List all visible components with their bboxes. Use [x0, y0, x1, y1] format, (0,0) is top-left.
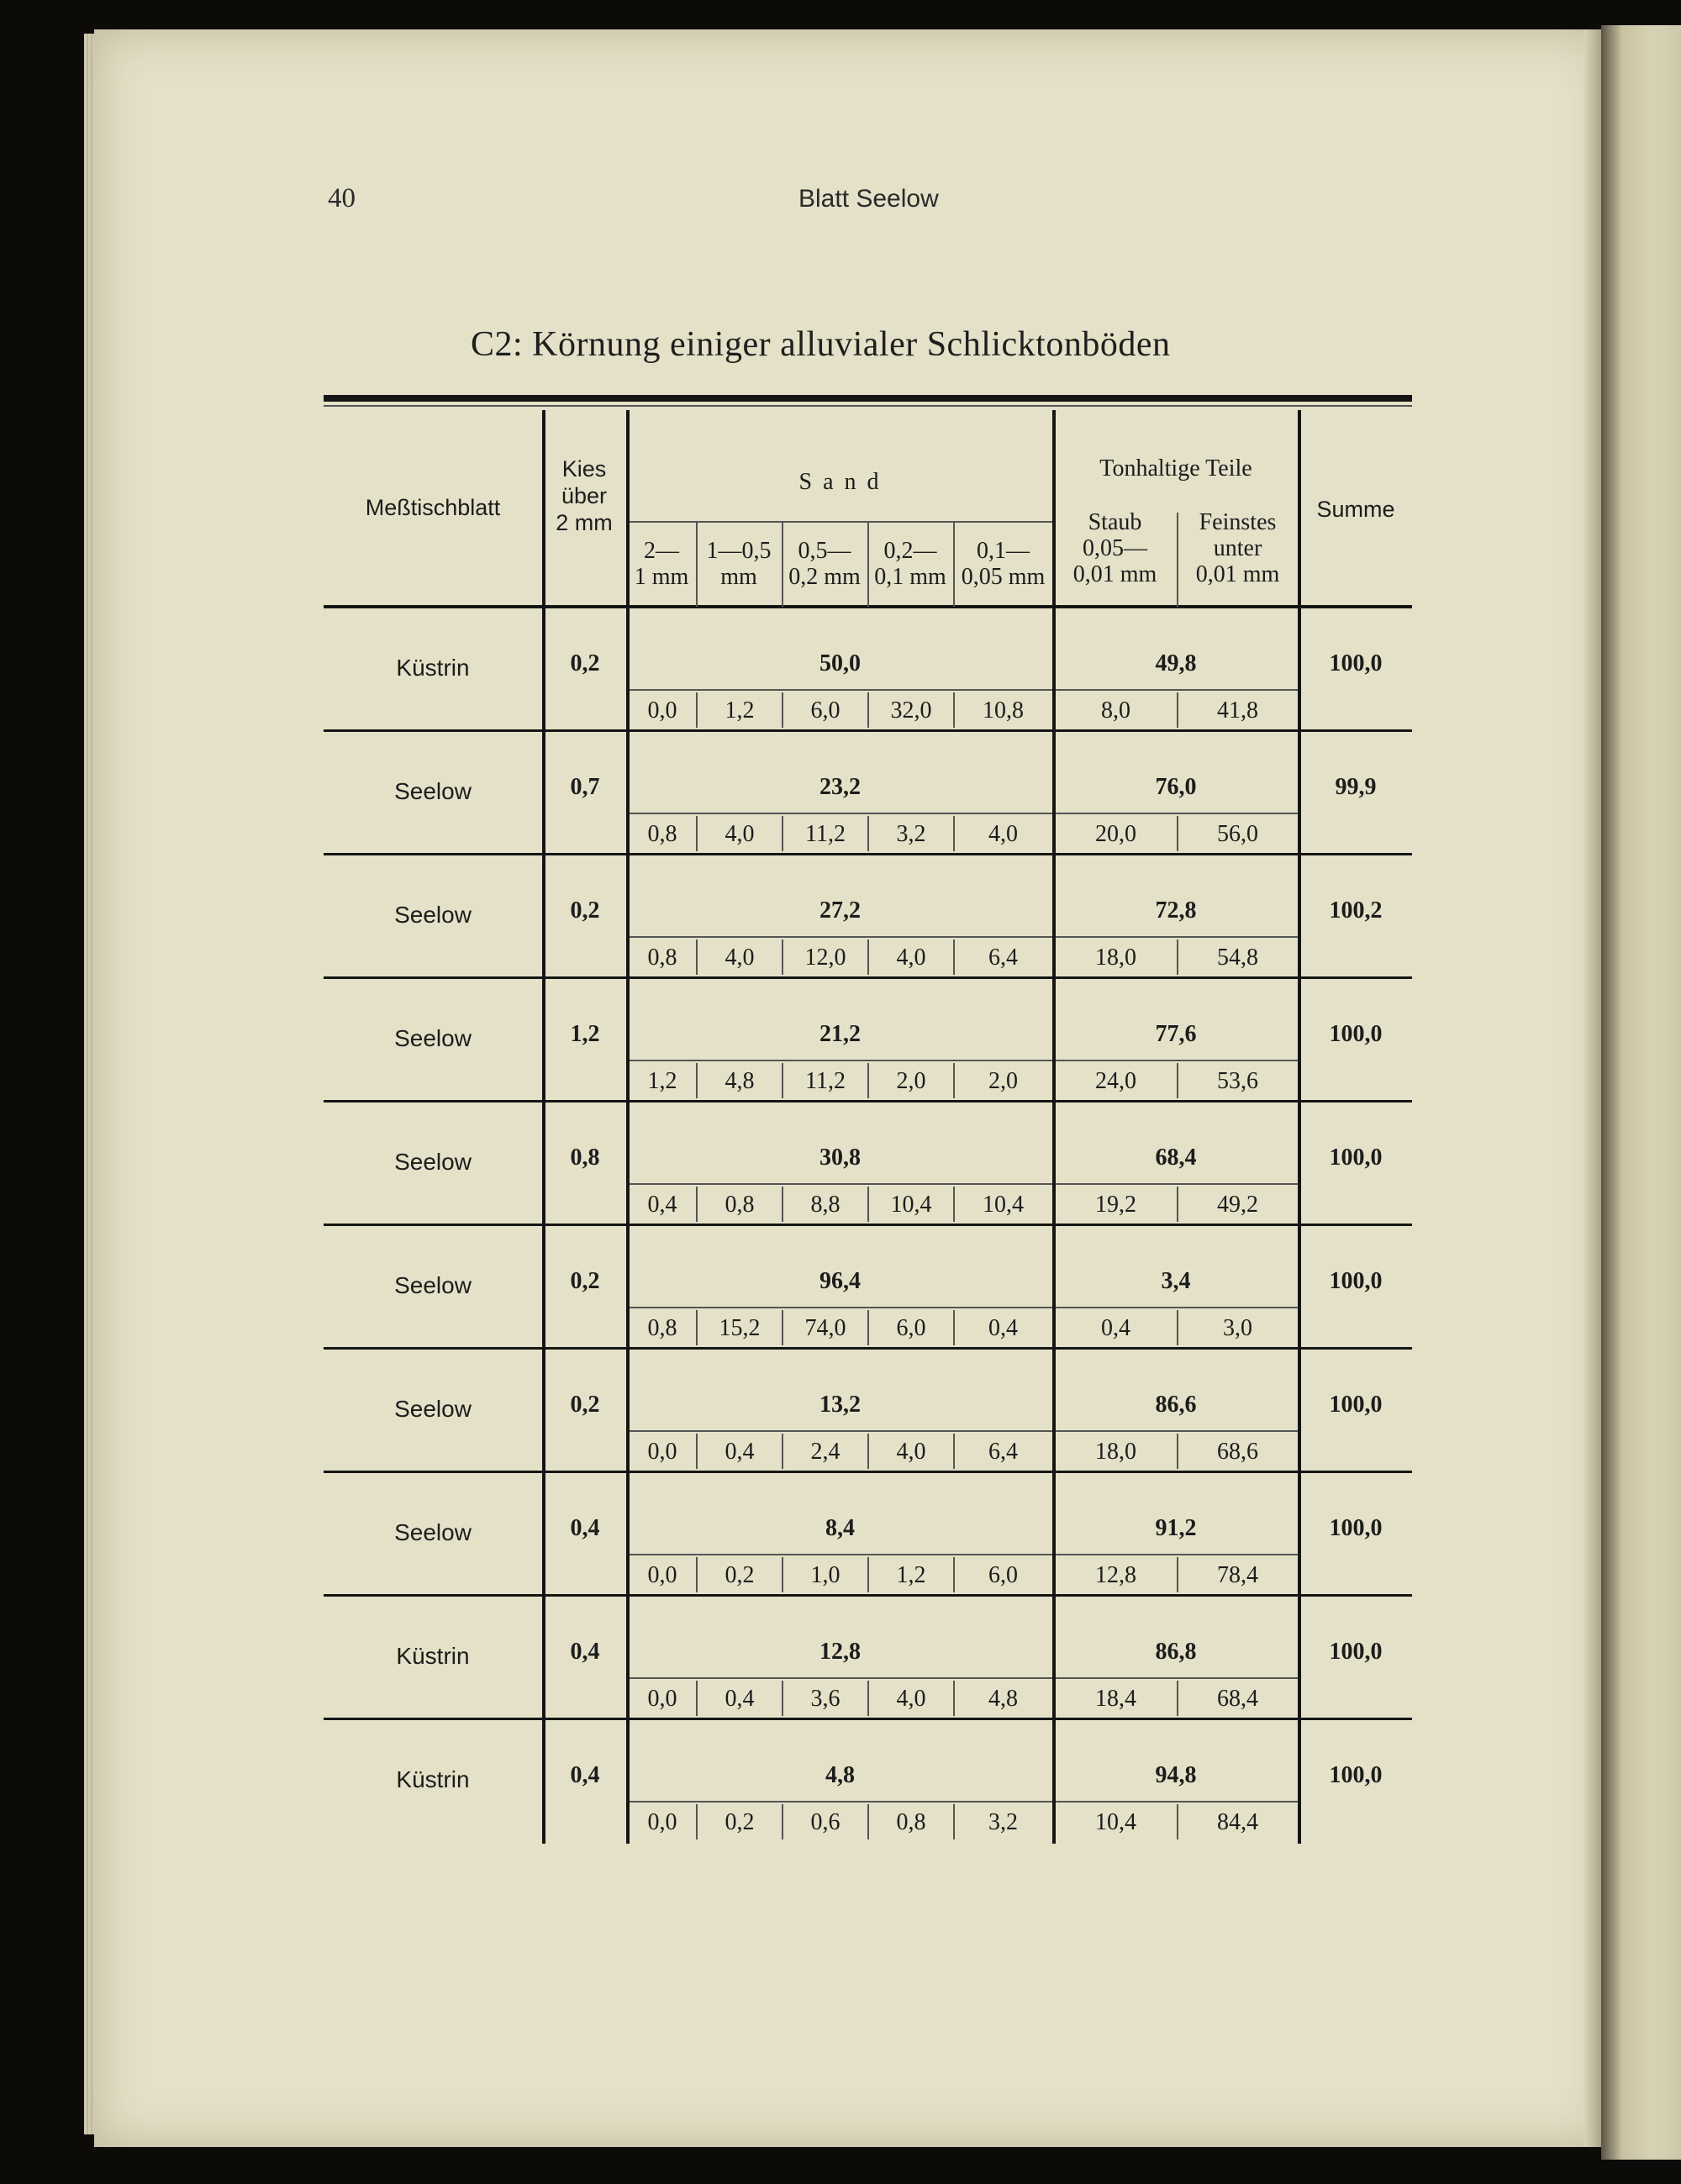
row-sand-value: 2,4 — [810, 1439, 840, 1465]
row-sand-value: 6,0 — [810, 697, 840, 724]
row-column-divider — [1298, 1103, 1301, 1226]
row-place: Seelow — [394, 778, 472, 804]
row-ton-value: 56,0 — [1217, 821, 1258, 847]
row-ton-divider — [1177, 1187, 1178, 1222]
running-head: Blatt Seelow — [798, 185, 939, 213]
row-sand-total: 27,2 — [819, 897, 861, 924]
row-ton-divider — [1177, 1434, 1178, 1469]
row-place: Seelow — [394, 1396, 472, 1422]
row-sand-value: 0,8 — [647, 945, 677, 971]
top-rule — [324, 395, 1412, 402]
row-sand-divider — [782, 1434, 783, 1469]
header-vline-1 — [542, 410, 545, 608]
row-column-divider — [542, 1720, 545, 1844]
row-sand-divider — [953, 1187, 955, 1222]
row-ton-total: 91,2 — [1155, 1515, 1197, 1541]
row-column-divider — [542, 979, 545, 1103]
row-sand-value: 4,8 — [725, 1068, 755, 1094]
sand-sub-2 — [697, 538, 781, 590]
ton-sub-feinstes-a: Feinstes — [1199, 509, 1277, 535]
row-subtotal-rule — [628, 1430, 1298, 1432]
row-sand-total: 8,4 — [825, 1515, 855, 1541]
row-ton-value: 3,0 — [1223, 1315, 1252, 1341]
row-sand-divider — [696, 816, 698, 851]
row-column-divider — [626, 1103, 630, 1226]
row-sand-value: 1,2 — [647, 1068, 677, 1094]
row-subtotal-rule — [628, 1307, 1298, 1308]
row-bottom-rule — [324, 1718, 1412, 1720]
row-column-divider — [626, 1597, 630, 1720]
row-subtotal-rule — [628, 1183, 1298, 1185]
facing-page-edge — [1601, 25, 1681, 2160]
row-subtotal-rule — [628, 936, 1298, 938]
row-column-divider — [1298, 1226, 1301, 1350]
row-subtotal-rule — [628, 813, 1298, 814]
row-ton-total: 86,6 — [1155, 1392, 1197, 1418]
row-sand-divider — [953, 816, 955, 851]
row-bottom-rule — [324, 729, 1412, 732]
table-title: C2: Körnung einiger alluvialer Schlicktonböden — [471, 325, 1171, 364]
sand-header-rule — [628, 521, 1052, 523]
row-ton-value: 84,4 — [1217, 1809, 1258, 1835]
row-bottom-rule — [324, 1100, 1412, 1103]
row-sand-value: 3,2 — [988, 1809, 1018, 1835]
row-sand-value: 4,0 — [725, 945, 755, 971]
row-subtotal-rule — [628, 689, 1298, 691]
row-column-divider — [1298, 1597, 1301, 1720]
row-column-divider — [1298, 979, 1301, 1103]
row-column-divider — [626, 979, 630, 1103]
row-sand-divider — [867, 939, 869, 975]
row-sand-value: 0,4 — [725, 1686, 755, 1712]
row-sand-value: 11,2 — [805, 821, 846, 847]
row-sand-value: 15,2 — [719, 1315, 761, 1341]
ton-sub-staub-a: Staub — [1088, 509, 1142, 535]
row-sand-divider — [953, 1310, 955, 1345]
row-column-divider — [1298, 732, 1301, 855]
sand-sub-5-a: 0,1— — [977, 538, 1030, 564]
row-sand-value: 12,0 — [804, 945, 846, 971]
row-column-divider — [542, 1350, 545, 1473]
header-sub-vline-4 — [953, 523, 955, 607]
row-ton-value: 18,4 — [1095, 1686, 1136, 1712]
row-summe: 100,0 — [1329, 1268, 1383, 1294]
row-sand-value: 3,2 — [896, 821, 926, 847]
sand-sub-1 — [628, 538, 695, 590]
row-bottom-rule — [324, 976, 1412, 979]
row-ton-value: 10,4 — [1095, 1809, 1136, 1835]
row-place: Seelow — [394, 1519, 472, 1545]
row-sand-divider — [782, 1063, 783, 1098]
row-sand-value: 4,0 — [725, 821, 755, 847]
row-sand-divider — [953, 1557, 955, 1592]
grain-size-table — [324, 395, 1412, 1887]
col-header-kies — [542, 455, 626, 536]
book-gutter — [1584, 29, 1603, 2147]
row-sand-divider — [782, 939, 783, 975]
row-sand-value: 32,0 — [890, 697, 932, 724]
row-sand-value: 0,6 — [810, 1809, 840, 1835]
row-sand-divider — [696, 939, 698, 975]
row-sand-value: 0,0 — [647, 1686, 677, 1712]
row-ton-total: 94,8 — [1155, 1762, 1197, 1788]
row-kies: 0,2 — [570, 650, 600, 676]
row-bottom-rule — [324, 1471, 1412, 1473]
row-sand-total: 50,0 — [819, 650, 861, 676]
row-sand-value: 0,4 — [725, 1439, 755, 1465]
row-ton-value: 18,0 — [1095, 1439, 1136, 1465]
row-sand-value: 0,8 — [896, 1809, 926, 1835]
sand-sub-5 — [954, 538, 1052, 590]
row-sand-divider — [953, 1063, 955, 1098]
row-sand-divider — [696, 1557, 698, 1592]
row-sand-divider — [696, 1187, 698, 1222]
row-sand-value: 0,0 — [647, 1562, 677, 1588]
row-column-divider — [1052, 1226, 1056, 1350]
row-sand-value: 0,2 — [725, 1809, 755, 1835]
row-sand-divider — [782, 692, 783, 728]
row-sand-divider — [696, 1804, 698, 1839]
row-sand-divider — [782, 1187, 783, 1222]
sand-sub-2-a: 1—0,5 — [706, 538, 772, 564]
ton-sub-staub-b: 0,05— — [1083, 535, 1147, 561]
row-ton-total: 49,8 — [1155, 650, 1197, 676]
row-ton-value: 68,6 — [1217, 1439, 1258, 1465]
row-sand-value: 6,0 — [896, 1315, 926, 1341]
row-sand-divider — [867, 1187, 869, 1222]
row-bottom-rule — [324, 1224, 1412, 1226]
row-sand-value: 8,8 — [810, 1192, 840, 1218]
ton-sub-staub-c: 0,01 mm — [1072, 561, 1157, 587]
row-sand-divider — [782, 1310, 783, 1345]
row-sand-divider — [867, 1557, 869, 1592]
row-kies: 0,4 — [570, 1515, 600, 1541]
kies-line-3: 2 mm — [556, 510, 613, 535]
row-column-divider — [626, 1473, 630, 1597]
row-sand-value: 11,2 — [805, 1068, 846, 1094]
row-ton-value: 54,8 — [1217, 945, 1258, 971]
row-sand-divider — [953, 1434, 955, 1469]
kies-line-2: über — [561, 483, 608, 508]
row-sand-total: 13,2 — [819, 1392, 861, 1418]
header-sub-vline-2 — [782, 523, 783, 607]
row-ton-divider — [1177, 1557, 1178, 1592]
row-place: Seelow — [394, 1149, 472, 1175]
row-sand-divider — [867, 816, 869, 851]
row-sand-value: 2,0 — [896, 1068, 926, 1094]
row-ton-value: 78,4 — [1217, 1562, 1258, 1588]
row-sand-total: 23,2 — [819, 774, 861, 800]
row-kies: 0,7 — [570, 774, 600, 800]
sand-sub-5-b: 0,05 mm — [961, 564, 1046, 590]
row-ton-divider — [1177, 939, 1178, 975]
row-ton-value: 41,8 — [1217, 697, 1258, 724]
row-subtotal-rule — [628, 1677, 1298, 1679]
row-ton-total: 77,6 — [1155, 1021, 1197, 1047]
row-sand-value: 0,0 — [647, 697, 677, 724]
row-column-divider — [1052, 979, 1056, 1103]
row-sand-value: 4,8 — [988, 1686, 1018, 1712]
row-column-divider — [1052, 855, 1056, 979]
row-sand-value: 0,4 — [647, 1192, 677, 1218]
row-ton-total: 72,8 — [1155, 897, 1197, 924]
row-sand-value: 6,4 — [988, 1439, 1018, 1465]
row-ton-value: 0,4 — [1101, 1315, 1130, 1341]
row-column-divider — [542, 1473, 545, 1597]
row-summe: 100,0 — [1329, 1515, 1383, 1541]
row-kies: 0,2 — [570, 1268, 600, 1294]
row-column-divider — [542, 1226, 545, 1350]
row-column-divider — [1298, 855, 1301, 979]
row-place: Seelow — [394, 1025, 472, 1051]
sand-sub-1-b: 1 mm — [634, 564, 689, 590]
row-sand-divider — [696, 692, 698, 728]
row-bottom-rule — [324, 1347, 1412, 1350]
row-sand-divider — [867, 1681, 869, 1716]
row-summe: 100,0 — [1329, 1145, 1383, 1171]
row-sand-value: 10,4 — [890, 1192, 932, 1218]
row-column-divider — [1052, 1350, 1056, 1473]
row-kies: 0,2 — [570, 1392, 600, 1418]
row-ton-divider — [1177, 816, 1178, 851]
row-sand-divider — [867, 1063, 869, 1098]
row-sand-divider — [696, 1681, 698, 1716]
row-ton-value: 68,4 — [1217, 1686, 1258, 1712]
col-header-summe: Summe — [1316, 497, 1395, 522]
header-sub-vline-1 — [696, 523, 698, 607]
row-sand-value: 1,2 — [725, 697, 755, 724]
row-sand-total: 4,8 — [825, 1762, 855, 1788]
row-sand-total: 21,2 — [819, 1021, 861, 1047]
row-ton-value: 53,6 — [1217, 1068, 1258, 1094]
row-column-divider — [542, 855, 545, 979]
row-bottom-rule — [324, 853, 1412, 855]
row-sand-value: 4,0 — [896, 1439, 926, 1465]
row-place: Seelow — [394, 1272, 472, 1298]
row-column-divider — [626, 855, 630, 979]
row-sand-value: 74,0 — [804, 1315, 846, 1341]
header-vline-3 — [1052, 410, 1056, 608]
row-kies: 0,2 — [570, 897, 600, 924]
row-place: Seelow — [394, 902, 472, 928]
row-sand-value: 0,8 — [725, 1192, 755, 1218]
row-place: Küstrin — [396, 1766, 470, 1792]
row-sand-divider — [867, 1434, 869, 1469]
row-kies: 1,2 — [570, 1021, 600, 1047]
row-place: Küstrin — [396, 655, 470, 681]
row-column-divider — [542, 1597, 545, 1720]
row-column-divider — [1052, 1597, 1056, 1720]
row-summe: 99,9 — [1335, 774, 1377, 800]
row-summe: 100,0 — [1329, 1762, 1383, 1788]
sand-sub-3-a: 0,5— — [798, 538, 851, 564]
row-sand-value: 10,8 — [983, 697, 1024, 724]
row-column-divider — [1052, 1103, 1056, 1226]
row-sand-divider — [782, 1804, 783, 1839]
row-summe: 100,0 — [1329, 1392, 1383, 1418]
row-sand-value: 4,0 — [896, 1686, 926, 1712]
row-summe: 100,2 — [1329, 897, 1383, 924]
row-column-divider — [1298, 1720, 1301, 1844]
row-sand-divider — [782, 816, 783, 851]
sand-sub-2-b: mm — [720, 564, 757, 590]
row-column-divider — [1052, 1473, 1056, 1597]
col-header-ton: Tonhaltige Teile — [1099, 455, 1252, 482]
header-sub-vline-3 — [867, 523, 869, 607]
row-ton-value: 18,0 — [1095, 945, 1136, 971]
row-ton-total: 76,0 — [1155, 774, 1197, 800]
row-sand-value: 0,0 — [647, 1439, 677, 1465]
row-sand-value: 0,8 — [647, 1315, 677, 1341]
row-place: Küstrin — [396, 1643, 470, 1669]
row-kies: 0,8 — [570, 1145, 600, 1171]
header-vline-4 — [1298, 410, 1301, 608]
row-ton-total: 68,4 — [1155, 1145, 1197, 1171]
row-summe: 100,0 — [1329, 1021, 1383, 1047]
ton-sub-feinstes-b: unter — [1213, 535, 1262, 561]
row-ton-divider — [1177, 1804, 1178, 1839]
row-kies: 0,4 — [570, 1762, 600, 1788]
row-sand-value: 6,0 — [988, 1562, 1018, 1588]
row-ton-value: 12,8 — [1095, 1562, 1136, 1588]
row-sand-value: 1,0 — [810, 1562, 840, 1588]
row-subtotal-rule — [628, 1060, 1298, 1061]
header-sub-vline-5 — [1177, 513, 1178, 607]
header-vline-2 — [626, 410, 630, 608]
sand-sub-4-a: 0,2— — [883, 538, 937, 564]
row-ton-value: 24,0 — [1095, 1068, 1136, 1094]
row-ton-value: 49,2 — [1217, 1192, 1258, 1218]
row-sand-total: 12,8 — [819, 1639, 861, 1665]
row-sand-value: 0,8 — [647, 821, 677, 847]
row-ton-divider — [1177, 1310, 1178, 1345]
row-sand-divider — [696, 1310, 698, 1345]
row-ton-value: 20,0 — [1095, 821, 1136, 847]
row-ton-value: 19,2 — [1095, 1192, 1136, 1218]
row-sand-value: 0,2 — [725, 1562, 755, 1588]
row-column-divider — [626, 608, 630, 732]
row-ton-total: 3,4 — [1161, 1268, 1191, 1294]
top-rule-thin — [324, 405, 1412, 407]
row-ton-divider — [1177, 1063, 1178, 1098]
row-sand-divider — [867, 1310, 869, 1345]
row-column-divider — [626, 1720, 630, 1844]
row-sand-divider — [953, 1804, 955, 1839]
row-ton-value: 8,0 — [1101, 697, 1130, 724]
ton-sub-feinstes-c: 0,01 mm — [1195, 561, 1280, 587]
row-kies: 0,4 — [570, 1639, 600, 1665]
row-sand-divider — [953, 692, 955, 728]
row-sand-value: 2,0 — [988, 1068, 1018, 1094]
row-sand-divider — [953, 939, 955, 975]
sand-sub-3-b: 0,2 mm — [788, 564, 861, 590]
row-column-divider — [542, 732, 545, 855]
row-sand-divider — [867, 1804, 869, 1839]
row-column-divider — [1052, 732, 1056, 855]
row-bottom-rule — [324, 1594, 1412, 1597]
row-sand-value: 1,2 — [896, 1562, 926, 1588]
row-sand-value: 3,6 — [810, 1686, 840, 1712]
sand-sub-3 — [783, 538, 867, 590]
row-sand-divider — [696, 1063, 698, 1098]
row-summe: 100,0 — [1329, 650, 1383, 676]
sand-sub-1-a: 2— — [644, 538, 679, 564]
row-sand-divider — [782, 1557, 783, 1592]
sand-sub-4 — [868, 538, 952, 590]
row-subtotal-rule — [628, 1801, 1298, 1802]
kies-line-1: Kies — [561, 456, 607, 482]
row-column-divider — [1298, 1350, 1301, 1473]
row-column-divider — [626, 1350, 630, 1473]
row-column-divider — [542, 1103, 545, 1226]
col-header-sand: S a n d — [798, 469, 882, 495]
row-summe: 100,0 — [1329, 1639, 1383, 1665]
row-sand-total: 96,4 — [819, 1268, 861, 1294]
col-header-messtischblatt: Meßtischblatt — [365, 495, 501, 520]
row-column-divider — [542, 608, 545, 732]
row-sand-divider — [867, 692, 869, 728]
row-sand-divider — [953, 1681, 955, 1716]
ton-sub-staub — [1054, 509, 1176, 587]
row-column-divider — [1052, 608, 1056, 732]
row-column-divider — [1052, 1720, 1056, 1844]
ton-sub-feinstes — [1178, 509, 1298, 587]
row-column-divider — [626, 1226, 630, 1350]
row-column-divider — [1298, 608, 1301, 732]
row-ton-total: 86,8 — [1155, 1639, 1197, 1665]
row-column-divider — [1298, 1473, 1301, 1597]
row-ton-divider — [1177, 692, 1178, 728]
row-column-divider — [626, 732, 630, 855]
row-sand-value: 6,4 — [988, 945, 1018, 971]
sand-sub-4-b: 0,1 mm — [874, 564, 946, 590]
row-sand-value: 0,4 — [988, 1315, 1018, 1341]
row-subtotal-rule — [628, 1554, 1298, 1555]
row-sand-value: 10,4 — [983, 1192, 1024, 1218]
row-sand-total: 30,8 — [819, 1145, 861, 1171]
page-number: 40 — [328, 183, 356, 213]
row-ton-divider — [1177, 1681, 1178, 1716]
row-sand-value: 0,0 — [647, 1809, 677, 1835]
row-sand-value: 4,0 — [896, 945, 926, 971]
row-sand-divider — [696, 1434, 698, 1469]
row-sand-value: 4,0 — [988, 821, 1018, 847]
row-sand-divider — [782, 1681, 783, 1716]
